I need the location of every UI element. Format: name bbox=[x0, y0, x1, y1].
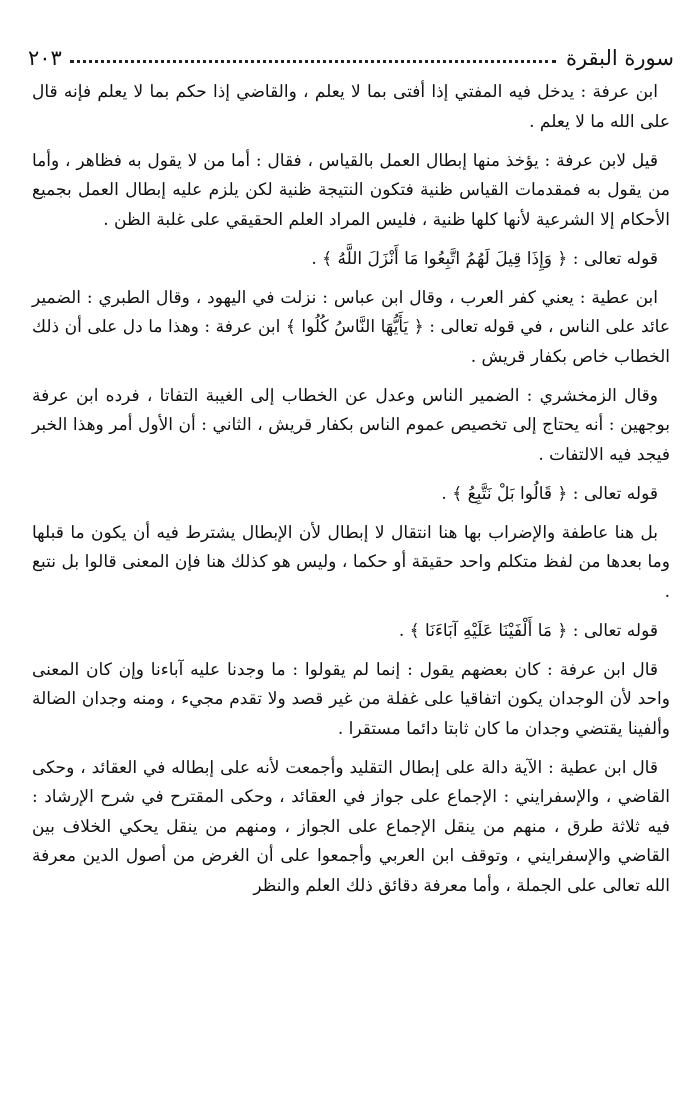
surah-title: سورة البقرة bbox=[565, 46, 674, 70]
verse-heading-1: قوله تعالى : ﴿ وَإِذَا قِيلَ لَهُمُ اتَّبِعُوا مَا أَنْزَلَ اللَّهُ ﴾ . bbox=[311, 248, 658, 269]
paragraph-4: وقال الزمخشري : الضمير الناس وعدل عن الخطاب إلى الغيبة التفاتا ، فرده ابن عرفة بوجهين : أنه يحتاج إلى تخصيص عموم الناس بكفار قريش ، الثاني : أن الأول أمر وهذا الخبر فيجد فيه الالتفات . bbox=[32, 385, 670, 465]
page-body bbox=[32, 78, 670, 911]
paragraph-1: ابن عرفة : يدخل فيه المفتي إذا أفتى بما لا يعلم ، والقاضي إذا حكم بما لا يعلم فإنه قال على الله ما لا يعلم . bbox=[32, 82, 670, 132]
page-header bbox=[28, 40, 674, 70]
page-number: ٢٠٣ bbox=[28, 46, 62, 70]
header-dotted-rule bbox=[70, 60, 556, 63]
verse-heading-3: قوله تعالى : ﴿ مَا أَلْفَيْنَا عَلَيْهِ آبَاءَنَا ﴾ . bbox=[398, 620, 658, 641]
paragraph-7: قال ابن عطية : الآية دالة على إبطال التقليد وأجمعت لأنه على إبطاله في العقائد ، وحكى القاضي ، والإسفرايني : الإجماع على جواز في العقائد ، وحكى المقترح في شرح الإرشاد : فيه ثلاثة طرق ، منهم من ينقل الإجماع على الجواز ، ومنهم من ينقل يحكي الخلاف بين القاضي والإسفرايني ، وتوقف ابن العربي وأجمعوا على أن الغرض من أصول الدين معرفة الله تعالى على الجملة ، وأما معرفة دقائق ذلك العلم والنظر bbox=[32, 757, 670, 896]
verse-heading-2: قوله تعالى : ﴿ قَالُوا بَلْ نَتَّبِعُ ﴾ . bbox=[441, 483, 658, 504]
paragraph-3: ابن عطية : يعني كفر العرب ، وقال ابن عباس : نزلت في اليهود ، وقال الطبري : الضمير عائد على الناس ، في قوله تعالى : ﴿ يَأَيُّهَا النَّاسُ كُلُوا ﴾ ابن عرفة : وهذا ما دل على أن ذلك الخطاب خاص بكفار قريش . bbox=[32, 287, 670, 367]
paragraph-2: قيل لابن عرفة : يؤخذ منها إبطال العمل بالقياس ، فقال : أما من لا يقول به فظاهر ، وأما من يقول به فمقدمات القياس ظنية فتكون النتيجة ظنية لكن يلزم عليه إبطال العمل بجميع الأحكام إلا الشرعية لأنها كلها ظنية ، فليس المراد العلم الحقيقي على غلبة الظن . bbox=[32, 150, 670, 230]
paragraph-5: بل هنا عاطفة والإضراب بها هنا انتقال لا إبطال لأن الإبطال يشترط فيه أن يكون ما قبلها وما بعدها من لفظ متكلم واحد حقيقة أو حكما ، وليس هو كذلك هنا فإن المعنى قالوا بل نتبع . bbox=[32, 522, 670, 602]
paragraph-6: قال ابن عرفة : كان بعضهم يقول : إنما لم يقولوا : ما وجدنا عليه آباءنا وإن كان المعنى واحد لأن الوجدان يكون اتفاقيا على غفلة من غير قصد ولا تقدم مجيء ، ومنه وجدان الضالة وألفينا يقتضي وجدان ما كان ثابتا دائما مستقرا . bbox=[32, 659, 670, 739]
